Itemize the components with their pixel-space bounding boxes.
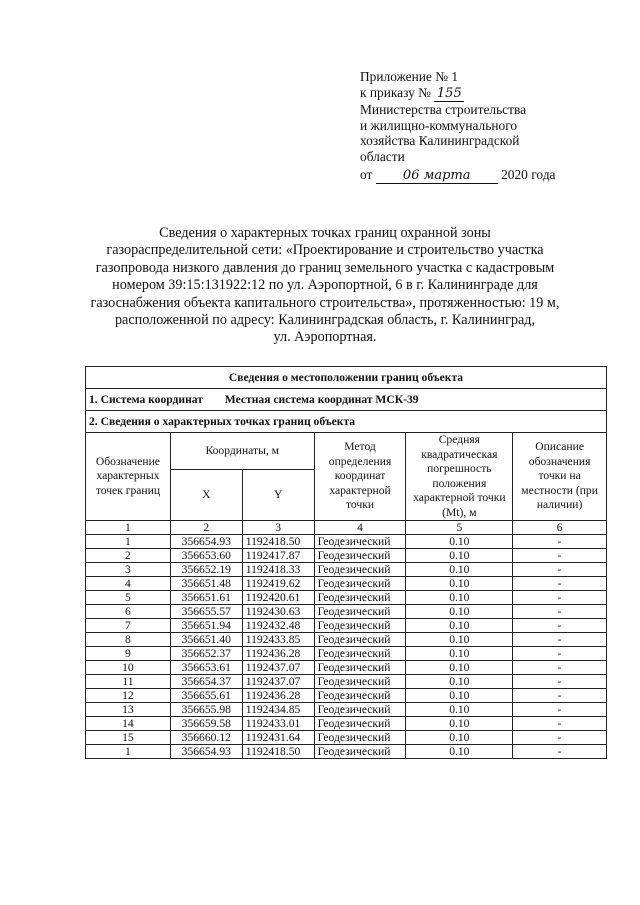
date-line xyxy=(360,167,590,184)
cell-x: 356655.57 xyxy=(170,605,242,619)
cell-error: 0.10 xyxy=(406,661,513,675)
table-row xyxy=(86,619,607,633)
cell-point-number: 10 xyxy=(86,661,171,675)
document-title xyxy=(70,225,580,347)
table-row xyxy=(86,689,607,703)
cell-method: Геодезический xyxy=(314,591,406,605)
cell-error: 0.10 xyxy=(406,647,513,661)
cell-method: Геодезический xyxy=(314,619,406,633)
cell-point-number: 1 xyxy=(86,535,171,549)
table-row xyxy=(86,577,607,591)
cell-description: - xyxy=(513,535,607,549)
table-row xyxy=(86,731,607,745)
cell-x: 356655.98 xyxy=(170,703,242,717)
column-number: 5 xyxy=(406,521,513,535)
cell-method: Геодезический xyxy=(314,563,406,577)
cell-point-number: 2 xyxy=(86,549,171,563)
cell-description: - xyxy=(513,689,607,703)
cell-y: 1192419.62 xyxy=(242,577,314,591)
cell-error: 0.10 xyxy=(406,633,513,647)
boundary-points-table xyxy=(85,366,607,759)
table-row xyxy=(86,717,607,731)
header-x: X xyxy=(170,470,242,521)
cell-x: 356652.37 xyxy=(170,647,242,661)
cell-y: 1192434.85 xyxy=(242,703,314,717)
cell-description: - xyxy=(513,717,607,731)
cell-point-number: 5 xyxy=(86,591,171,605)
cell-y: 1192432.48 xyxy=(242,619,314,633)
table-row xyxy=(86,745,607,759)
cell-y: 1192436.28 xyxy=(242,689,314,703)
cell-point-number: 13 xyxy=(86,703,171,717)
cell-error: 0.10 xyxy=(406,577,513,591)
cell-x: 356654.37 xyxy=(170,675,242,689)
cell-x: 356651.61 xyxy=(170,591,242,605)
title-line: газораспределительной сети: «Проектирование и строительство участка xyxy=(106,242,544,259)
cell-y: 1192417.87 xyxy=(242,549,314,563)
order-line xyxy=(360,85,590,102)
cell-y: 1192436.28 xyxy=(242,647,314,661)
cell-error: 0.10 xyxy=(406,605,513,619)
cell-x: 356652.19 xyxy=(170,563,242,577)
cell-point-number: 4 xyxy=(86,577,171,591)
order-prefix: к приказу № xyxy=(360,84,431,100)
cell-error: 0.10 xyxy=(406,689,513,703)
cell-x: 356659.58 xyxy=(170,717,242,731)
cell-method: Геодезический xyxy=(314,661,406,675)
title-line: газоснабжения объекта капитального строительства», протяженностью: 19 м, xyxy=(90,294,560,311)
cell-method: Геодезический xyxy=(314,647,406,661)
cell-description: - xyxy=(513,549,607,563)
header-description: Описание обозначения точки на местности (при наличии) xyxy=(513,433,607,521)
header-error: Средняя квадратическая погрешность положения характерной точки (Mt), м xyxy=(406,433,513,521)
table-row xyxy=(86,647,607,661)
column-number: 4 xyxy=(314,521,406,535)
cell-point-number: 9 xyxy=(86,647,171,661)
cell-point-number: 8 xyxy=(86,633,171,647)
cell-point-number: 7 xyxy=(86,619,171,633)
table-row xyxy=(86,675,607,689)
header-method: Метод определения координат характерной точки xyxy=(314,433,406,521)
title-line: ул. Аэропортная. xyxy=(273,329,377,346)
header-y: Y xyxy=(242,470,314,521)
cell-error: 0.10 xyxy=(406,591,513,605)
cell-point-number: 3 xyxy=(86,563,171,577)
cell-method: Геодезический xyxy=(314,731,406,745)
cell-x: 356651.94 xyxy=(170,619,242,633)
cell-y: 1192433.01 xyxy=(242,717,314,731)
column-number: 3 xyxy=(242,521,314,535)
cell-x: 356653.61 xyxy=(170,661,242,675)
cell-method: Геодезический xyxy=(314,675,406,689)
cell-y: 1192437.07 xyxy=(242,675,314,689)
title-line: Сведения о характерных точках границ охранной зоны xyxy=(159,225,491,241)
cell-error: 0.10 xyxy=(406,703,513,717)
header-coords: Координаты, м xyxy=(170,433,314,470)
cell-point-number: 15 xyxy=(86,731,171,745)
header-point: Обозначение характерных точек границ xyxy=(86,433,171,521)
cell-error: 0.10 xyxy=(406,619,513,633)
cell-x: 356651.40 xyxy=(170,633,242,647)
order-number-handwritten: 155 xyxy=(434,87,464,102)
ministry-line-1: Министерства строительства xyxy=(360,101,527,117)
cell-error: 0.10 xyxy=(406,563,513,577)
date-suffix: 2020 года xyxy=(501,166,556,182)
cell-method: Геодезический xyxy=(314,717,406,731)
cell-method: Геодезический xyxy=(314,745,406,759)
ministry-line-3: хозяйства Калининградской xyxy=(360,133,520,149)
cell-description: - xyxy=(513,647,607,661)
cell-error: 0.10 xyxy=(406,549,513,563)
cell-y: 1192430.63 xyxy=(242,605,314,619)
cell-description: - xyxy=(513,577,607,591)
section-title: Сведения о местоположении границ объекта xyxy=(86,367,607,389)
table-row xyxy=(86,549,607,563)
cell-description: - xyxy=(513,563,607,577)
cell-description: - xyxy=(513,605,607,619)
cell-x: 356654.93 xyxy=(170,745,242,759)
points-section-title: 2. Сведения о характерных точках границ объекта xyxy=(86,411,607,433)
cell-method: Геодезический xyxy=(314,605,406,619)
cell-description: - xyxy=(513,661,607,675)
cell-point-number: 14 xyxy=(86,717,171,731)
coordinate-system-row xyxy=(86,389,607,411)
date-handwritten: 06 марта xyxy=(376,169,498,184)
cell-y: 1192418.50 xyxy=(242,535,314,549)
cell-x: 356651.48 xyxy=(170,577,242,591)
cell-method: Геодезический xyxy=(314,549,406,563)
cell-description: - xyxy=(513,675,607,689)
table-row xyxy=(86,661,607,675)
column-number: 2 xyxy=(170,521,242,535)
title-line: номером 39:15:131922:12 по ул. Аэропортной, 6 в г. Калининграде для xyxy=(112,277,538,294)
cell-y: 1192431.64 xyxy=(242,731,314,745)
cell-x: 356654.93 xyxy=(170,535,242,549)
coordinate-system-value: Местная система координат МСК-39 xyxy=(224,393,419,406)
cell-x: 356653.60 xyxy=(170,549,242,563)
cell-point-number: 6 xyxy=(86,605,171,619)
cell-error: 0.10 xyxy=(406,675,513,689)
appendix-block xyxy=(360,69,590,184)
cell-method: Геодезический xyxy=(314,577,406,591)
cell-error: 0.10 xyxy=(406,717,513,731)
table-row xyxy=(86,703,607,717)
cell-method: Геодезический xyxy=(314,703,406,717)
coordinate-system-label: 1. Система координат xyxy=(89,393,203,406)
cell-error: 0.10 xyxy=(406,745,513,759)
column-number: 1 xyxy=(86,521,171,535)
cell-point-number: 11 xyxy=(86,675,171,689)
cell-x: 356660.12 xyxy=(170,731,242,745)
cell-point-number: 12 xyxy=(86,689,171,703)
ministry-line-4: области xyxy=(360,149,405,165)
cell-description: - xyxy=(513,633,607,647)
cell-description: - xyxy=(513,703,607,717)
cell-description: - xyxy=(513,731,607,745)
date-prefix: от xyxy=(360,166,373,182)
cell-method: Геодезический xyxy=(314,633,406,647)
table-row xyxy=(86,591,607,605)
cell-error: 0.10 xyxy=(406,535,513,549)
table-row xyxy=(86,535,607,549)
table-row xyxy=(86,605,607,619)
cell-y: 1192418.50 xyxy=(242,745,314,759)
cell-y: 1192420.61 xyxy=(242,591,314,605)
cell-y: 1192418.33 xyxy=(242,563,314,577)
cell-description: - xyxy=(513,619,607,633)
cell-method: Геодезический xyxy=(314,689,406,703)
table-row xyxy=(86,633,607,647)
cell-y: 1192433.85 xyxy=(242,633,314,647)
appendix-number: Приложение № 1 xyxy=(360,69,459,84)
title-line: газопровода низкого давления до границ земельного участка с кадастровым xyxy=(95,259,555,276)
table-row xyxy=(86,563,607,577)
title-line: расположенной по адресу: Калининградская область, г. Калининград, xyxy=(114,312,536,329)
cell-description: - xyxy=(513,591,607,605)
cell-point-number: 1 xyxy=(86,745,171,759)
column-number: 6 xyxy=(513,521,607,535)
cell-x: 356655.61 xyxy=(170,689,242,703)
cell-method: Геодезический xyxy=(314,535,406,549)
ministry-line-2: и жилищно-коммунального xyxy=(360,117,518,133)
cell-error: 0.10 xyxy=(406,731,513,745)
cell-description: - xyxy=(513,745,607,759)
cell-y: 1192437.07 xyxy=(242,661,314,675)
